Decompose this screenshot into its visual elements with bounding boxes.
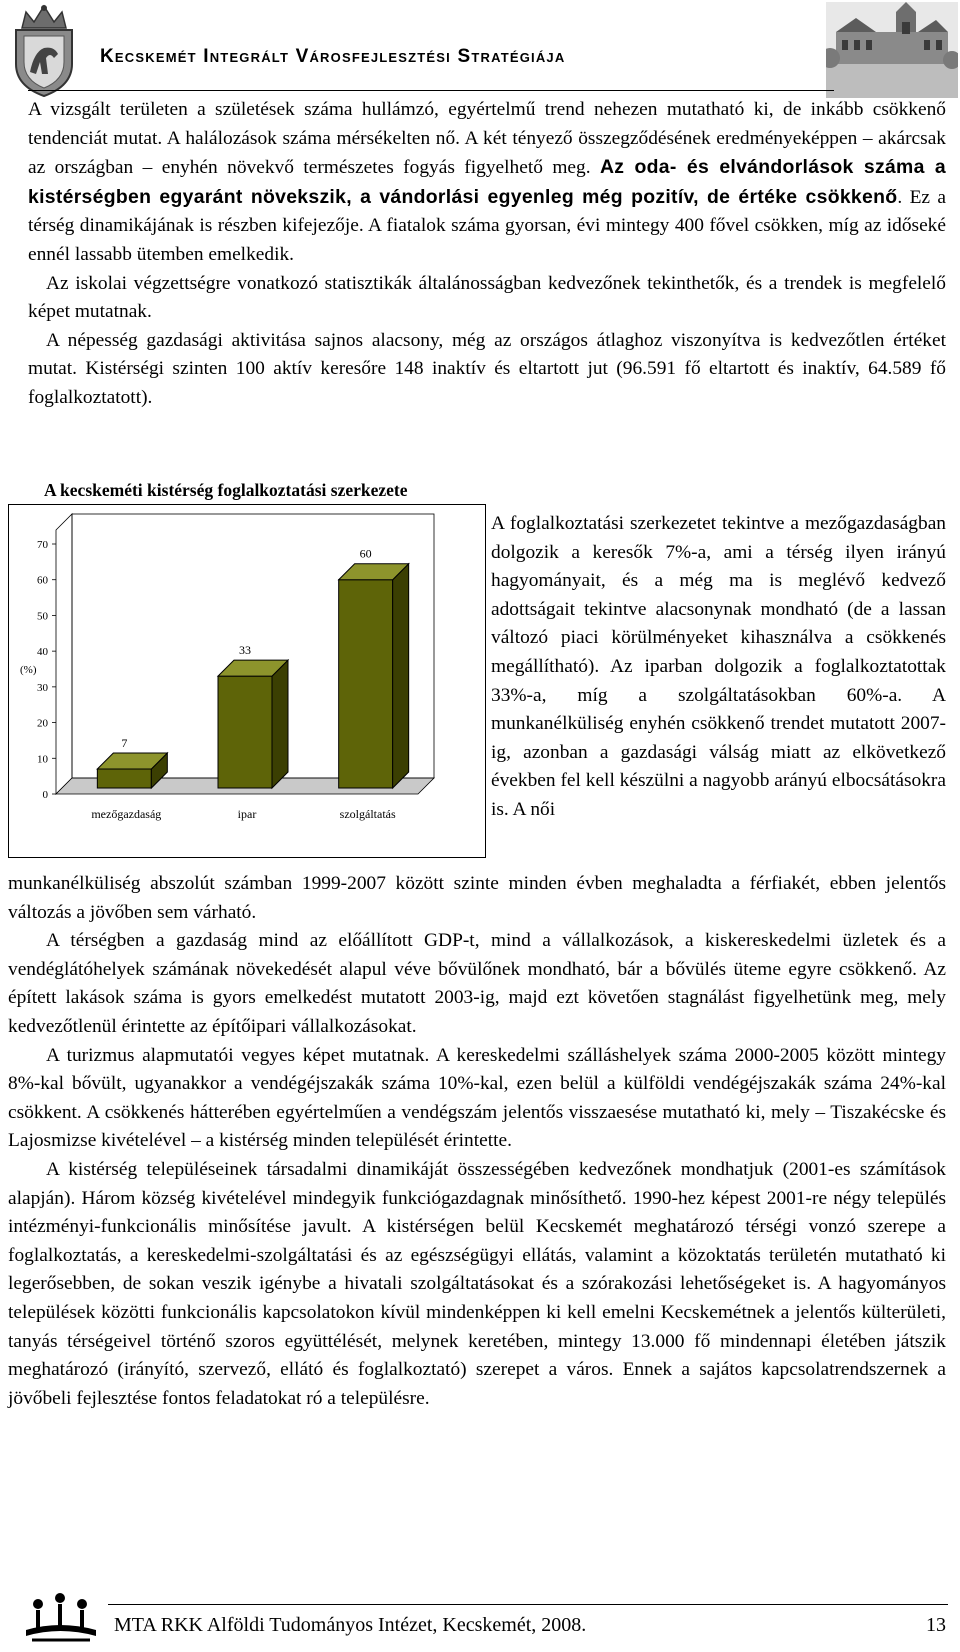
paragraph-tourism: A turizmus alapmutatói vegyes képet mutatnak. A kereskedelmi szálláshelyek száma 2000-2005 között mintegy 8%-kal bővült, ugyanakkor a vendégéjszakák száma 10%-kal, ezen belül a külföldi vendégéjszakák száma 24%-kal csökkent. A csökkenés hátterében egyértelműen a vendégszám jelentős visszaesése mutatható ki, mely – Tiszakécske és Lajosmizse kivételével – a kistérség minden települését érintette.: [8, 1044, 946, 1152]
paragraph-activity: A népesség gazdasági aktivitása sajnos alacsony, még az országos átlaghoz viszonyítva is kedvezőtlen értéket mutat. Kistérségi szinten 100 aktív keresőre 148 inaktív és eltartott jut (96.591 fő eltartott és inaktív, 64.589 fő foglalkoztatott).: [28, 329, 946, 408]
footer-institution: MTA RKK Alföldi Tudományos Intézet, Kecskemét, 2008.: [114, 1614, 587, 1636]
category-label: ipar: [237, 807, 257, 821]
document-title: Kecskemét Integrált Városfejlesztési Stratégiája: [100, 46, 566, 67]
footer-divider: [108, 1604, 948, 1605]
page-header: [0, 0, 960, 100]
category-label: mezőgazdaság: [91, 807, 162, 821]
highlighted-sentence: Az oda- és elvándorlások száma a kistérségben egyaránt növekszik, a vándorlási egyenleg még pozitív, de értéke csökkenő: [28, 156, 946, 208]
data-label: 33: [239, 643, 251, 658]
paragraph-unemployment-cont: munkanélküliség abszolút számban 1999-2007 között szinte minden évben meghaladta a férfiakét, ebben jelentős változás a jövőben sem várható.: [8, 873, 946, 923]
chart-side-wall: [56, 514, 72, 794]
main-text-block: [8, 870, 946, 1413]
data-label: 7: [121, 736, 128, 750]
y-tick-label: 70: [37, 539, 48, 551]
bar-ipar: [218, 676, 272, 788]
bar-side-szolgáltatás: [393, 564, 409, 788]
bar-side-ipar: [272, 660, 288, 788]
city-hall-photo-icon: [826, 2, 958, 98]
intro-text-block: [28, 96, 946, 413]
chart-side-text: [491, 510, 946, 825]
coat-of-arms-icon: [4, 2, 84, 98]
paragraph-social-dynamics: A kistérség településeinek társadalmi dinamikáját összességében kedvezőnek mondhatjuk (2001-es számítások alapján). Három község kivételével mindegyik funkciógazdagnak minősíthető. 1990-hez képest 2001-re négy település intézményi-funkcionális minősítése javult. A kistérségen belül Kecskemét meghatározó térségi vonzó szerepe a foglalkoztatás, a kereskedelmi-szolgáltatási és az egészségügyi ellátás, valamint a közoktatás területén mutatható ki legerősebben, de sokan veszik igénybe a hivatali szolgáltatásokat és a szórakozási lehetőségeket is. A hagyományos települések közötti funkcionális kapcsolatokon kívül mindenképpen ki kell emelni Kecskemétnek a jelentős külterületi, tanyás térségeivel történő szoros együttélését, melynek keretében, mintegy 13.000 fő mindennapi életében játszik meghatározó (irányító, szervező, ellátó és foglalkoztató) szerepet a város. Ennek a sajátos kapcsolatrendszernek a jövőbeli fejlesztése fontos feladatokat ró a településre.: [8, 1158, 946, 1409]
employment-structure-chart: [8, 504, 486, 858]
category-label: szolgáltatás: [339, 807, 396, 821]
y-tick-label: 10: [37, 753, 48, 766]
y-axis-label: (%): [20, 664, 37, 676]
y-tick-label: 50: [37, 610, 48, 623]
paragraph-population: A vizsgált területen a születések száma hullámzó, egyértelmű trend nehezen mutatható ki, de inkább csökkenő tendenciát mutat. A halálozások száma mérsékelten nő. A két tényező összegződésének eredményeképpen – akárcsak az országban – enyhén növekvő természetes fogyás figyelhető meg. Az oda- és elvándorlások száma a kistérségben egyaránt növekszik, a vándorlási egyenleg még pozitív, de értéke csökkenő. Ez a térség dinamikájának is részben kifejezője. A fiatalok száma gyorsan, évi mintegy 400 fővel csökken, míg az időseké ennél lassabb ütemben emelkedik.: [28, 99, 946, 265]
chart-title: A kecskeméti kistérség foglalkoztatási szerkezete: [44, 480, 408, 500]
bar-mezőgazdaság: [97, 769, 151, 788]
chart-svg: [8, 504, 486, 858]
institute-logo-icon: [18, 1590, 104, 1648]
y-tick-label: 20: [37, 717, 48, 730]
y-tick-label: 30: [37, 681, 48, 694]
data-label: 60: [359, 546, 372, 561]
page-number: 13: [926, 1614, 946, 1636]
y-tick-label: 60: [37, 574, 48, 587]
paragraph-economy: A térségben a gazdaság mind az előállított GDP-t, mind a vállalkozások, a kiskereskedelmi üzletek és a vendéglátóhelyek számának növekedését alapul véve bővülőnek mondható, bár a bővülés üteme egyre csökkenő. Az épített lakások száma is gyors emelkedést mutatott 2003-ig, majd ezt követően stagnálást figyelhetünk meg, mely kedvezőtlenül érintette az építőipari vállalkozásokat.: [8, 930, 946, 1037]
paragraph-employment: A foglalkoztatási szerkezetet tekintve a mezőgazdaságban dolgozik a keresők 7%-a, ami a térség ilyen irányú hagyományait, és a még ma is meglévő kedvező adottságait tekintve alacsonynak mondható (de a lassan változó piaci körülményeket kihasználva a csökkenés megállítható). Az iparban dolgozik a foglalkoztatottak 33%-a, míg a szolgáltatásokban 60%-a. A munkanélküliség enyhén csökkenő trendet mutatott 2007-ig, azonban a gazdasági válság miatt az elkövetkező években fel kell készülni a nagyobb arányú elbocsátásokra is. A női: [491, 513, 946, 820]
y-tick-label: 0: [42, 789, 48, 801]
bar-szolgáltatás: [339, 580, 393, 788]
y-tick-label: 40: [37, 646, 48, 659]
header-divider: [28, 90, 834, 91]
paragraph-education: Az iskolai végzettségre vonatkozó statisztikák általánosságban kedvezőnek tekinthetők, és a trendek is megfelelő képet mutatnak.: [28, 272, 946, 323]
